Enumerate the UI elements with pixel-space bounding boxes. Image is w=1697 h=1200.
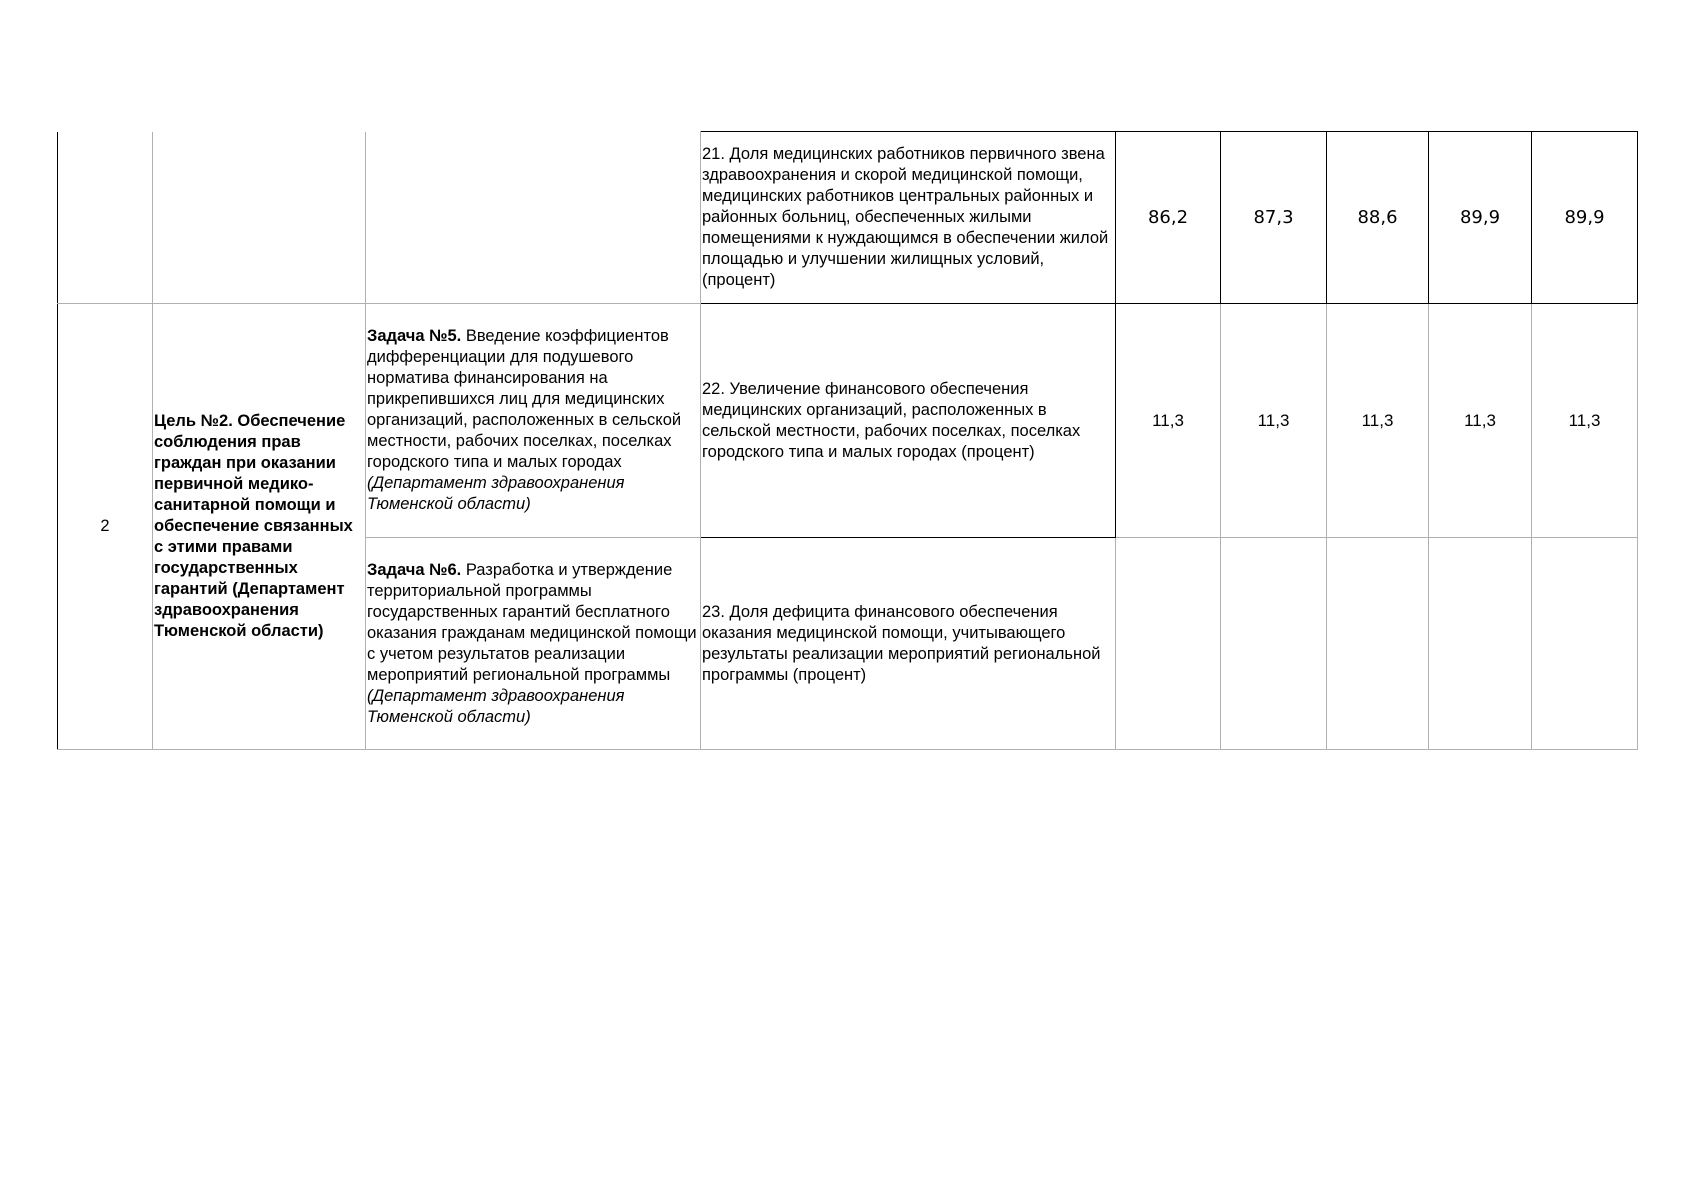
value-cell [1116,538,1221,750]
value-cell: 11,3 [1116,304,1221,538]
value-cell: 11,3 [1327,304,1429,538]
task-department: (Департамент здравоохранения Тюменской области) [367,474,625,513]
row-number-cell [58,132,153,304]
table-row [58,132,1638,304]
task-department: (Департамент здравоохранения Тюменской области) [367,686,625,726]
table-row [58,304,1638,538]
value-cell [1327,538,1429,750]
indicators-table [57,131,1638,750]
task-text: Введение коэффициентов дифференциации для подушевого норматива финансирования на прикрепившихся лиц для медицинских организаций, расположенных в сельской местности, рабочих поселках, поселках городского типа и малых городах [367,327,682,471]
task-cell [366,304,701,538]
task-text: Разработка и утверждение территориальной программы государственных гарантий бесплатного оказания гражданам медицинской помощи с учетом результатов реализации мероприятий региональной программы [367,560,697,684]
task-cell [366,538,701,750]
task-label: Задача №5. [367,327,462,345]
row-number-cell: 2 [58,304,153,750]
indicator-cell: 23. Доля дефицита финансового обеспечения оказания медицинской помощи, учитывающего результаты реализации мероприятий региональной программы (процент) [701,538,1116,750]
value-cell [1221,538,1327,750]
value-cell: 86,2 [1116,132,1221,304]
task-label: Задача №6. [367,560,462,579]
value-cell [1532,538,1638,750]
value-cell: 89,9 [1532,132,1638,304]
value-cell: 87,3 [1221,132,1327,304]
value-cell: 11,3 [1221,304,1327,538]
value-cell: 11,3 [1429,304,1532,538]
indicator-cell: 21. Доля медицинских работников первичного звена здравоохранения и скорой медицинской помощи, медицинских работников центральных районных и районных больниц, обеспеченных жилыми помещениями к нуждающимся в обеспечении жилой площадью и улучшении жилищных условий, (процент) [701,132,1116,304]
task-cell [366,132,701,304]
value-cell [1429,538,1532,750]
value-cell: 11,3 [1532,304,1638,538]
indicator-cell: 22. Увеличение финансового обеспечения медицинских организаций, расположенных в сельской местности, рабочих поселках, поселках городского типа и малых городах (процент) [701,304,1116,538]
goal-cell: Цель №2. Обеспечение соблюдения прав граждан при оказании первичной медико-санитарной помощи и обеспечение связанных с этими правами государственных гарантий (Департамент здравоохранения Тюменской области) [153,304,366,750]
value-cell: 89,9 [1429,132,1532,304]
value-cell: 88,6 [1327,132,1429,304]
goal-cell [153,132,366,304]
